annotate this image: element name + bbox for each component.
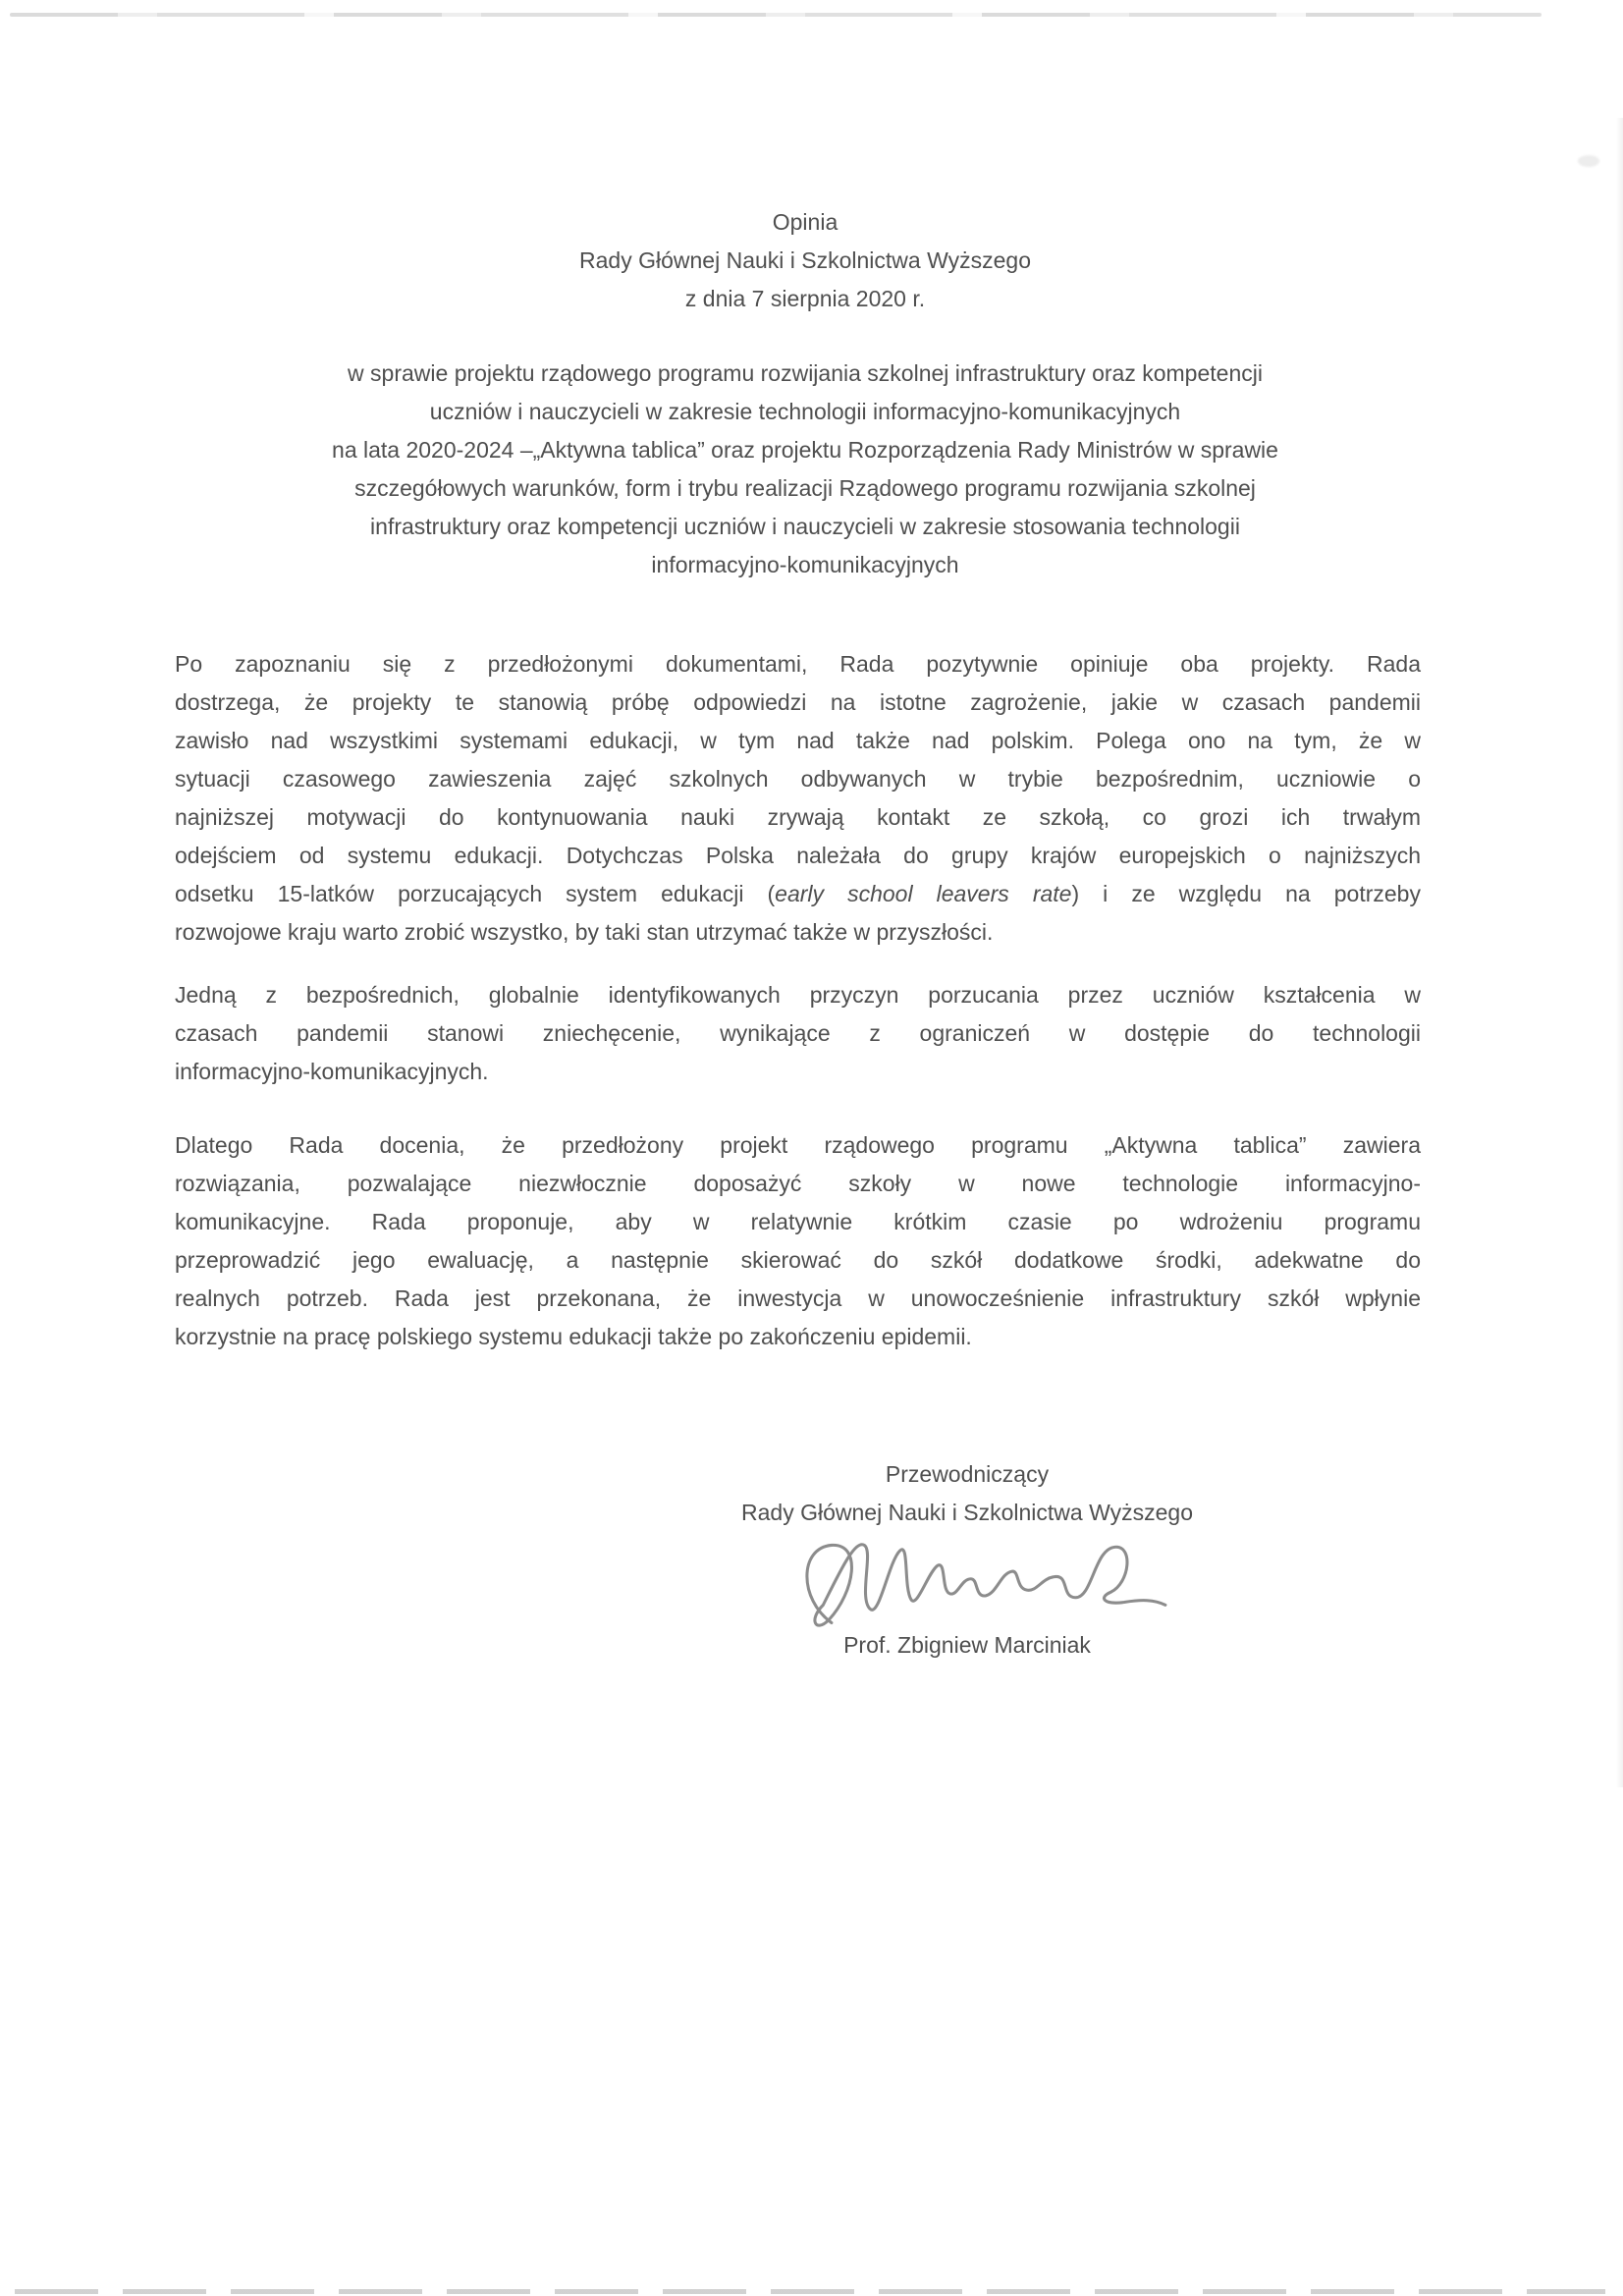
text-line: czasach pandemii stanowi zniechęcenie, wynikające z ograniczeń w dostępie do technologii (175, 1020, 1421, 1046)
paragraph-gap (175, 1091, 1421, 1126)
scan-artifact-smudge (1578, 155, 1599, 167)
paragraph-3 (175, 1126, 1421, 1356)
letter-body (175, 645, 1421, 1356)
signer-organization: Rady Głównej Nauki i Szkolnictwa Wyższego (741, 1500, 1193, 1525)
text-line: zawisło nad wszystkimi systemami edukacji, w tym nad także nad polskim. Polega ono na tym, że w (175, 728, 1421, 753)
text-line (175, 875, 1421, 913)
text-line: komunikacyjne. Rada proponuje, aby w relatywnie krótkim czasie po wdrożeniu programu (175, 1209, 1421, 1234)
text-line: przeprowadzić jego ewaluację, a następnie skierować do szkół dodatkowe środki, adekwatne do (175, 1247, 1421, 1273)
opinion-title: Opinia (772, 209, 839, 235)
text-line: korzystnie na pracę polskiego systemu edukacji także po zakończeniu epidemii. (175, 1324, 972, 1349)
text-line: odejściem od systemu edukacji. Dotychczas Polska należała do grupy krajów europejskich o najniższych (175, 843, 1421, 868)
text-line: Jedną z bezpośrednich, globalnie identyfikowanych przyczyn porzucania przez uczniów kształcenia w (175, 982, 1421, 1008)
subject-line: na lata 2020-2024 –„Aktywna tablica” oraz projektu Rozporządzenia Rady Ministrów w sprawie (332, 437, 1278, 463)
subject-line: informacyjno-komunikacyjnych (651, 552, 959, 577)
text-line: najniższej motywacji do kontynuowania nauki zrywają kontakt ze szkołą, co grozi ich trwałym (175, 804, 1421, 830)
subject-line: infrastruktury oraz kompetencji uczniów i nauczycieli w zakresie stosowania technologii (370, 514, 1240, 539)
paragraph-1 (175, 645, 1421, 952)
text-segment: odsetku 15-latków porzucających system edukacji ( (175, 881, 776, 906)
council-name: Rady Głównej Nauki i Szkolnictwa Wyższego (579, 247, 1031, 273)
opinion-date: z dnia 7 sierpnia 2020 r. (684, 286, 926, 311)
signature-block (722, 1455, 1213, 1665)
scan-artifact-top-line (10, 13, 1542, 17)
subject-block (0, 355, 1610, 584)
subject-line: szczegółowych warunków, form i trybu realizacji Rządowego programu rozwijania szkolnej (354, 475, 1256, 501)
subject-line: w sprawie projektu rządowego programu rozwijania szkolnej infrastruktury oraz kompetencji (348, 360, 1263, 386)
text-segment: ) i ze względu na potrzeby (1071, 881, 1421, 906)
signer-role: Przewodniczący (885, 1461, 1050, 1487)
paragraph-2 (175, 976, 1421, 1091)
scan-artifact-right-edge (1616, 118, 1623, 1787)
text-line: rozwojowe kraju warto zrobić wszystko, by taki stan utrzymać także w przyszłości. (175, 919, 994, 945)
text-line: Po zapoznaniu się z przedłożonymi dokumentami, Rada pozytywnie opiniuje oba projekty. Rada (175, 651, 1421, 677)
title-block (0, 203, 1610, 318)
handwritten-signature-icon (751, 1534, 1183, 1632)
text-line: informacyjno-komunikacyjnych. (175, 1059, 489, 1084)
paragraph-gap (175, 952, 1421, 976)
text-line: dostrzega, że projekty te stanowią próbę odpowiedzi na istotne zagrożenie, jakie w czasach pandemii (175, 689, 1421, 715)
text-line: Dlatego Rada docenia, że przedłożony projekt rządowego programu „Aktywna tablica” zawiera (175, 1132, 1421, 1158)
text-line: sytuacji czasowego zawieszenia zajęć szkolnych odbywanych w trybie bezpośrednim, uczniowie o (175, 766, 1421, 792)
text-line: rozwiązania, pozwalające niezwłocznie doposażyć szkoły w nowe technologie informacyjno- (175, 1171, 1421, 1196)
text-line: realnych potrzeb. Rada jest przekonana, że inwestycja w unowocześnienie infrastruktury szkół wpłynie (175, 1285, 1421, 1311)
subject-line: uczniów i nauczycieli w zakresie technologii informacyjno-komunikacyjnych (429, 399, 1181, 424)
signer-name: Prof. Zbigniew Marciniak (843, 1632, 1091, 1658)
scan-artifact-bottom-line (15, 2289, 1605, 2294)
italic-term: early school leavers rate (775, 881, 1072, 906)
